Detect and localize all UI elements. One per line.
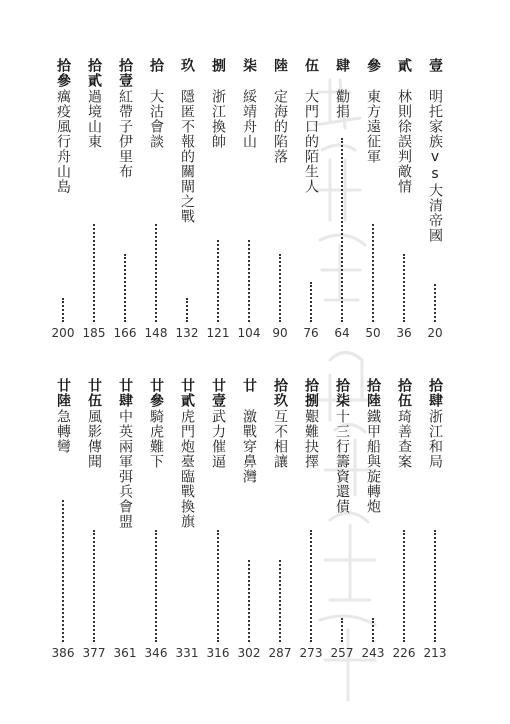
toc-entry[interactable] (172, 378, 202, 668)
page-number: 386 (51, 646, 75, 660)
toc-entry[interactable] (48, 378, 78, 668)
toc-entry[interactable] (79, 58, 109, 348)
page-number: 50 (365, 326, 381, 340)
chapter-number: 廿壹 (210, 378, 226, 408)
page-number: 104 (237, 326, 261, 340)
toc-entry[interactable] (234, 378, 264, 668)
toc-entry[interactable] (48, 58, 78, 348)
leader-dots (372, 618, 374, 642)
chapter-number: 廿 (241, 378, 257, 393)
page-number: 185 (82, 326, 106, 340)
toc-entry[interactable] (327, 378, 357, 668)
chapter-title[interactable]: 琦善查案 (396, 409, 412, 469)
page-number: 273 (299, 646, 323, 660)
chapter-number: 拾 (148, 58, 164, 73)
chapter-title[interactable]: 綏靖舟山 (241, 89, 257, 149)
leader-dots (217, 530, 219, 642)
page-number: 287 (268, 646, 292, 660)
chapter-title[interactable]: 中英兩軍弭兵會盟 (117, 409, 133, 529)
leader-dots (341, 138, 343, 322)
toc-entry[interactable] (110, 58, 140, 348)
toc-entry[interactable] (172, 58, 202, 348)
leader-dots (403, 254, 405, 322)
chapter-number: 拾壹 (117, 58, 133, 88)
leader-dots (62, 298, 64, 322)
toc-entry[interactable] (141, 378, 171, 668)
page-number: 316 (206, 646, 230, 660)
chapter-title[interactable]: 浙江換帥 (210, 89, 226, 149)
leader-dots (434, 284, 436, 322)
toc-entry[interactable] (389, 378, 419, 668)
toc-lower-block (0, 378, 510, 668)
chapter-title[interactable]: 急轉彎 (55, 409, 71, 454)
leader-dots (341, 618, 343, 642)
chapter-title[interactable]: 激戰穿鼻灣 (241, 409, 257, 484)
toc-entry[interactable] (203, 378, 233, 668)
page-number: 20 (427, 326, 443, 340)
chapter-number: 拾伍 (396, 378, 412, 408)
chapter-number: 拾肆 (427, 378, 443, 408)
chapter-title[interactable]: 明托家族vs大清帝國 (427, 89, 443, 243)
leader-dots (403, 530, 405, 642)
toc-entry[interactable] (358, 58, 388, 348)
chapter-title[interactable]: 互不相讓 (272, 409, 288, 469)
leader-dots (155, 530, 157, 642)
toc-entry[interactable] (234, 58, 264, 348)
page-number: 90 (272, 326, 288, 340)
chapter-title[interactable]: 大門口的陌生人 (303, 89, 319, 194)
leader-dots (434, 530, 436, 642)
leader-dots (186, 298, 188, 322)
chapter-number: 拾貳 (86, 58, 102, 88)
page-number: 302 (237, 646, 261, 660)
chapter-title[interactable]: 騎虎難下 (148, 409, 164, 469)
chapter-title[interactable]: 紅帶子伊里布 (117, 89, 133, 179)
leader-dots (93, 530, 95, 642)
chapter-title[interactable]: 鐵甲船與旋轉炮 (365, 409, 381, 514)
chapter-number: 拾柒 (334, 378, 350, 408)
chapter-title[interactable]: 大沽會談 (148, 89, 164, 149)
page-number: 377 (82, 646, 106, 660)
toc-entry[interactable] (203, 58, 233, 348)
leader-dots (310, 530, 312, 642)
toc-entry[interactable] (265, 58, 295, 348)
chapter-title[interactable]: 東方遠征軍 (365, 89, 381, 164)
chapter-number: 廿伍 (86, 378, 102, 408)
chapter-number: 壹 (427, 58, 443, 73)
page-number: 361 (113, 646, 137, 660)
page-number: 331 (175, 646, 199, 660)
chapter-title[interactable]: 定海的陷落 (272, 89, 288, 164)
leader-dots (93, 224, 95, 322)
leader-dots (124, 254, 126, 322)
leader-dots (248, 560, 250, 642)
page-number: 132 (175, 326, 199, 340)
chapter-number: 陸 (272, 58, 288, 73)
chapter-number: 廿參 (148, 378, 164, 408)
chapter-number: 廿肆 (117, 378, 133, 408)
page-number: 121 (206, 326, 230, 340)
toc-entry[interactable] (420, 378, 450, 668)
page-number: 200 (51, 326, 75, 340)
chapter-title[interactable]: 林則徐誤判敵情 (396, 89, 412, 194)
chapter-title[interactable]: 過境山東 (86, 89, 102, 149)
chapter-title[interactable]: 風影傳聞 (86, 409, 102, 469)
page-number: 166 (113, 326, 137, 340)
chapter-number: 貳 (396, 58, 412, 73)
toc-entry[interactable] (110, 378, 140, 668)
chapter-number: 拾玖 (272, 378, 288, 408)
toc-entry[interactable] (389, 58, 419, 348)
chapter-number: 參 (365, 58, 381, 73)
toc-entry[interactable] (265, 378, 295, 668)
page-number: 64 (334, 326, 350, 340)
leader-dots (217, 240, 219, 322)
toc-entry[interactable] (141, 58, 171, 348)
leader-dots (155, 224, 157, 322)
toc-entry[interactable] (420, 58, 450, 348)
leader-dots (279, 560, 281, 642)
leader-dots (372, 224, 374, 322)
chapter-title[interactable]: 虎門炮臺臨戰換旗 (179, 409, 195, 529)
page-number: 36 (396, 326, 412, 340)
chapter-number: 廿貳 (179, 378, 195, 408)
leader-dots (310, 282, 312, 322)
toc-entry[interactable] (296, 378, 326, 668)
chapter-title[interactable]: 隱匿不報的關閘之戰 (179, 89, 195, 224)
page-number: 243 (361, 646, 385, 660)
chapter-number: 拾捌 (303, 378, 319, 408)
toc-upper-block (0, 58, 510, 348)
page-number: 76 (303, 326, 319, 340)
leader-dots (248, 240, 250, 322)
chapter-title[interactable]: 十三行籌資還債 (334, 409, 350, 514)
chapter-number: 拾陸 (365, 378, 381, 408)
chapter-title[interactable]: 武力催逼 (210, 409, 226, 469)
toc-entry[interactable] (327, 58, 357, 348)
chapter-title[interactable]: 艱難抉擇 (303, 409, 319, 469)
toc-entry[interactable] (358, 378, 388, 668)
chapter-number: 伍 (303, 58, 319, 73)
toc-entry[interactable] (296, 58, 326, 348)
chapter-number: 玖 (179, 58, 195, 73)
chapter-number: 柒 (241, 58, 257, 73)
page-number: 226 (392, 646, 416, 660)
chapter-title[interactable]: 癘疫風行舟山島 (55, 89, 71, 194)
page-number: 257 (330, 646, 354, 660)
chapter-title[interactable]: 浙江和局 (427, 409, 443, 469)
leader-dots (62, 500, 64, 642)
chapter-title[interactable]: 勸捐 (334, 89, 350, 119)
page-number: 346 (144, 646, 168, 660)
page-number: 213 (423, 646, 447, 660)
chapter-number: 肆 (334, 58, 350, 73)
toc-entry[interactable] (79, 378, 109, 668)
page-number: 148 (144, 326, 168, 340)
leader-dots (279, 254, 281, 322)
chapter-number: 廿陸 (55, 378, 71, 408)
chapter-number: 捌 (210, 58, 226, 73)
chapter-number: 拾參 (55, 58, 71, 88)
